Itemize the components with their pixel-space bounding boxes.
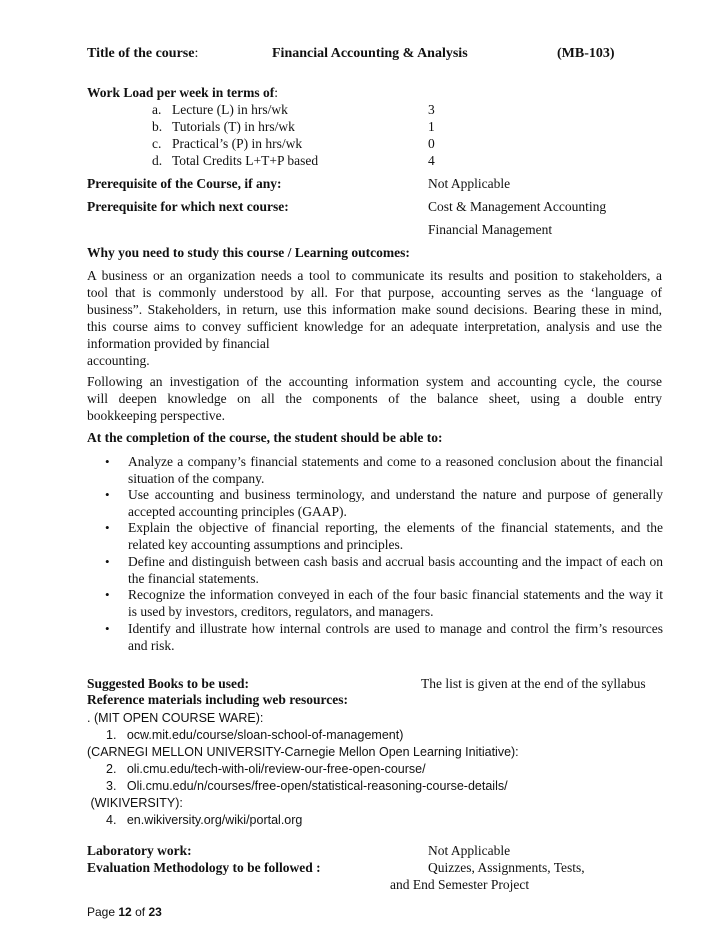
page-number: 12 — [118, 905, 132, 919]
workload-value: 1 — [428, 119, 435, 134]
workload-marker: d. — [152, 153, 163, 168]
prereq-for-value: Financial Management — [428, 222, 553, 237]
workload-marker: b. — [152, 119, 163, 134]
reference-link[interactable]: 1. ocw.mit.edu/course/sloan-school-of-management) — [106, 728, 404, 742]
workload-marker: a. — [152, 102, 162, 117]
outcome-item: • Identify and illustrate how internal controls are used to manage and control the firm’s resources and risk. — [105, 621, 663, 653]
paragraph-line: tool that is commonly understood by all. For that purpose, accounting serves as the ‘language of — [87, 285, 662, 300]
prereq-of-value: Not Applicable — [428, 176, 511, 191]
outcome-item: • Analyze a company’s financial statements and come to a reasoned conclusion about the financial situation of the company. — [105, 454, 663, 486]
reference-link[interactable]: 2. oli.cmu.edu/tech-with-oli/review-our-free-open-course/ — [106, 762, 426, 776]
bullet-icon: • — [105, 554, 110, 569]
page-footer: Page 12 of 23 — [87, 905, 162, 919]
reference-group: . (MIT OPEN COURSE WARE): — [87, 711, 264, 725]
prereq-for-label: Prerequisite for which next course: — [87, 199, 289, 214]
bullet-icon: • — [105, 487, 110, 502]
books-label: Suggested Books to be used: — [87, 676, 250, 691]
bullet-icon: • — [105, 454, 110, 469]
paragraph-line: A business or an organization needs a tool to communicate its results and position to stakeholders, a — [87, 268, 662, 283]
reference-group: (CARNEGI MELLON UNIVERSITY-Carnegie Mellon Open Learning Initiative): — [87, 745, 519, 759]
paragraph-line: information provided by financial — [87, 336, 270, 351]
workload-label: Tutorials (T) in hrs/wk — [172, 119, 295, 134]
workload-value: 0 — [428, 136, 435, 151]
paragraph-line: Following an investigation of the accounting information system and accounting cycle, the course — [87, 374, 662, 389]
outcome-item: • Recognize the information conveyed in each of the four basic financial statements and the way it is used by investors, creditors, regulators, and managers. — [105, 587, 663, 619]
workload-value: 4 — [428, 153, 435, 168]
page-total: 23 — [148, 905, 162, 919]
paragraph-line: will deepen knowledge on all the components of the balance sheet, using a double entry — [87, 391, 662, 406]
paragraph-line: bookkeeping perspective. — [87, 408, 225, 423]
course-title-label: Title of the course: — [87, 46, 199, 61]
books-value: The list is given at the end of the syllabus — [421, 676, 646, 691]
workload-value: 3 — [428, 102, 435, 117]
outcomes-list — [87, 454, 663, 654]
workload-label: Lecture (L) in hrs/wk — [172, 102, 288, 117]
prereq-of-label: Prerequisite of the Course, if any: — [87, 176, 282, 191]
references-heading: Reference materials including web resources: — [87, 692, 348, 707]
outcome-item: • Explain the objective of financial reporting, the elements of the financial statements, and the related key accounting assumptions and principles. — [105, 520, 663, 552]
outcome-item: • Use accounting and business terminology, and understand the nature and purpose of generally accepted accounting principles (GAAP). — [105, 487, 663, 519]
paragraph-line: this course aims to convey sufficient knowledge for an adequate interpretation, analysis and use the — [87, 319, 662, 334]
workload-label: Practical’s (P) in hrs/wk — [172, 136, 303, 151]
reference-link[interactable]: 3. Oli.cmu.edu/n/courses/free-open/statistical-reasoning-course-details/ — [106, 779, 508, 793]
prereq-for-value: Cost & Management Accounting — [428, 199, 607, 214]
workload-heading: Work Load per week in terms of: — [87, 85, 279, 100]
evaluation-value: Quizzes, Assignments, Tests, — [428, 860, 585, 875]
outcome-item: • Define and distinguish between cash basis and accrual basis accounting and the impact of each on the financial statements. — [105, 554, 663, 586]
paragraph-line: business”. Stakeholders, in return, use this information make sound decisions. Bearing these in mind, — [87, 302, 662, 317]
evaluation-label: Evaluation Methodology to be followed : — [87, 860, 321, 875]
course-name: Financial Accounting & Analysis — [272, 46, 468, 61]
learning-outcomes-heading: Why you need to study this course / Learning outcomes: — [87, 245, 410, 260]
reference-link[interactable]: 4. en.wikiversity.org/wiki/portal.org — [106, 813, 303, 827]
workload-label: Total Credits L+T+P based — [172, 153, 319, 168]
workload-marker: c. — [152, 136, 162, 151]
outcomes-heading: At the completion of the course, the student should be able to: — [87, 430, 443, 445]
bullet-icon: • — [105, 621, 110, 636]
reference-group: (WIKIVERSITY): — [87, 796, 183, 810]
course-code: (MB-103) — [557, 46, 615, 61]
bullet-icon: • — [105, 587, 110, 602]
second-paragraph — [87, 373, 662, 424]
intro-paragraph — [87, 267, 662, 369]
bullet-icon: • — [105, 520, 110, 535]
evaluation-value-cont: and End Semester Project — [390, 877, 530, 892]
paragraph-line: accounting. — [87, 353, 150, 368]
lab-label: Laboratory work: — [87, 843, 192, 858]
lab-value: Not Applicable — [428, 843, 511, 858]
